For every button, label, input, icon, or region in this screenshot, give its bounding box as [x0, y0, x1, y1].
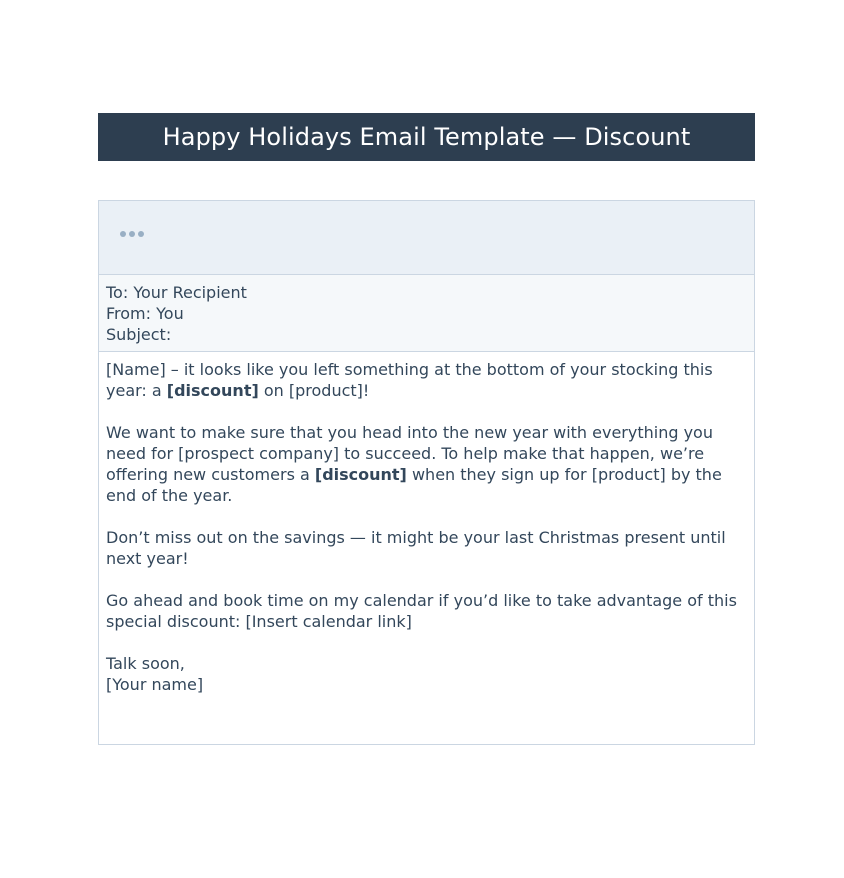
- ellipsis-dot: [120, 231, 126, 237]
- email-preview-card: [98, 200, 755, 745]
- body-paragraph-3: Don’t miss out on the savings — it might be your last Christmas present until next year!: [106, 528, 726, 568]
- email-headers: [99, 275, 754, 352]
- template-title-bar: [98, 113, 755, 161]
- discount-placeholder: [discount]: [314, 465, 407, 484]
- from-label: From:: [106, 304, 152, 323]
- subject-label: Subject:: [106, 325, 172, 344]
- discount-placeholder: [discount]: [166, 381, 259, 400]
- from-row: [106, 303, 747, 324]
- email-toolbar: [99, 201, 754, 275]
- signoff-block: [106, 653, 747, 695]
- signoff: Talk soon,: [106, 654, 185, 673]
- body-paragraph-1: [106, 359, 747, 401]
- signature: [Your name]: [106, 675, 204, 694]
- to-value: Your Recipient: [133, 283, 247, 302]
- body-text: [Name] – it looks like you left something at the bottom of your stocking this year: a: [106, 360, 713, 400]
- page-title: Happy Holidays Email Template — Discount: [162, 123, 691, 151]
- email-body: [99, 352, 754, 702]
- ellipsis-dot: [129, 231, 135, 237]
- ellipsis-icon[interactable]: [120, 229, 144, 239]
- body-text: We want to make sure that you head into the new year with everything you need for [prospect company] to succeed. To help make that happen, we’re offering new customers a: [106, 423, 713, 484]
- body-paragraph-4: Go ahead and book time on my calendar if you’d like to take advantage of this special discount: [Insert calendar link]: [106, 591, 737, 631]
- body-text: on [product]!: [258, 381, 370, 400]
- from-value: You: [156, 304, 184, 323]
- to-label: To:: [106, 283, 129, 302]
- body-text: when they sign up for [product] by the end of the year.: [106, 465, 722, 505]
- to-row: [106, 282, 747, 303]
- ellipsis-dot: [138, 231, 144, 237]
- subject-row: [106, 324, 747, 345]
- body-paragraph-2: [106, 422, 747, 506]
